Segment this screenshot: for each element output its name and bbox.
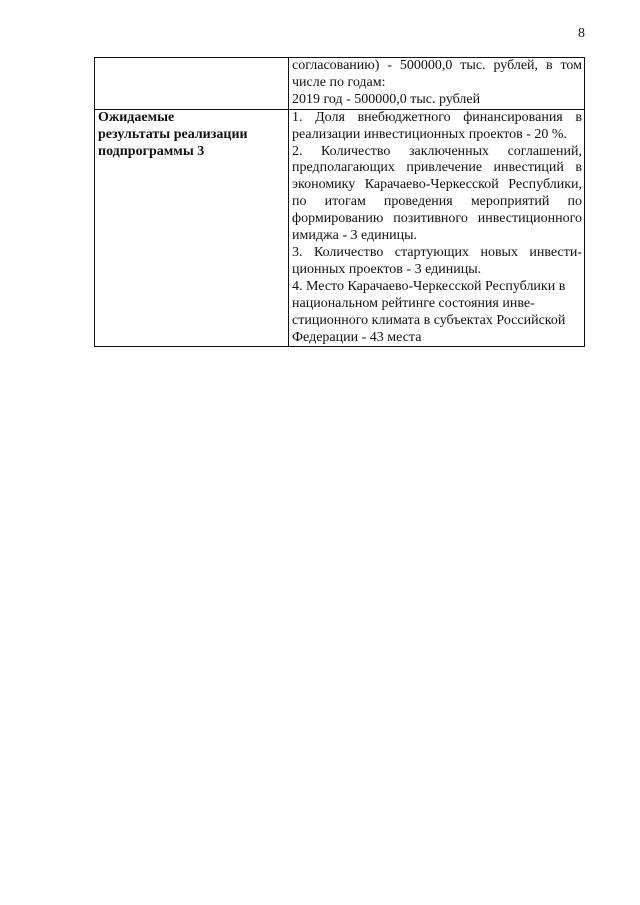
row-value-cell-funding [289, 58, 585, 110]
result-item-2: 2. Количество заключенных соглашений, предполагающих привлечение инвестиций в экономику Карачаево-Черкесской Республики, по итогам проведения мероприятий по формированию позитивного инвестиционного имиджа - 3 единицы. [292, 143, 582, 244]
funding-2019-text: 2019 год - 500000,0 тыс. рублей [292, 91, 481, 107]
label-line: результаты реализации [98, 126, 248, 142]
row-value-cell-expected-results [289, 109, 585, 347]
page-number: 8 [578, 26, 585, 41]
row-label-cell-expected-results [95, 109, 289, 347]
label-line: подпрограммы 3 [98, 143, 205, 159]
result-item-4: 4. Место Карачаево-Черкесской Республики в национальном рейтинге состояния инвестиционного климата в субъектах Российской Федерации - 43 места [292, 278, 566, 345]
result-item-3: 3. Количество стартующих новых инвестиционных проектов - 3 единицы. [292, 244, 582, 277]
table-row-funding-continuation [95, 58, 585, 110]
funding-text: согласованию) - 500000,0 тыс. рублей, в том числе по годам: [292, 58, 582, 90]
result-item-1: 1. Доля внебюджетного финансирования в реализации инвестиционных проектов - 20 %. [292, 109, 582, 142]
table-row-expected-results [95, 109, 585, 347]
label-line: Ожидаемые [98, 109, 175, 125]
row-label-cell-empty [95, 58, 289, 110]
passport-table [94, 57, 585, 347]
